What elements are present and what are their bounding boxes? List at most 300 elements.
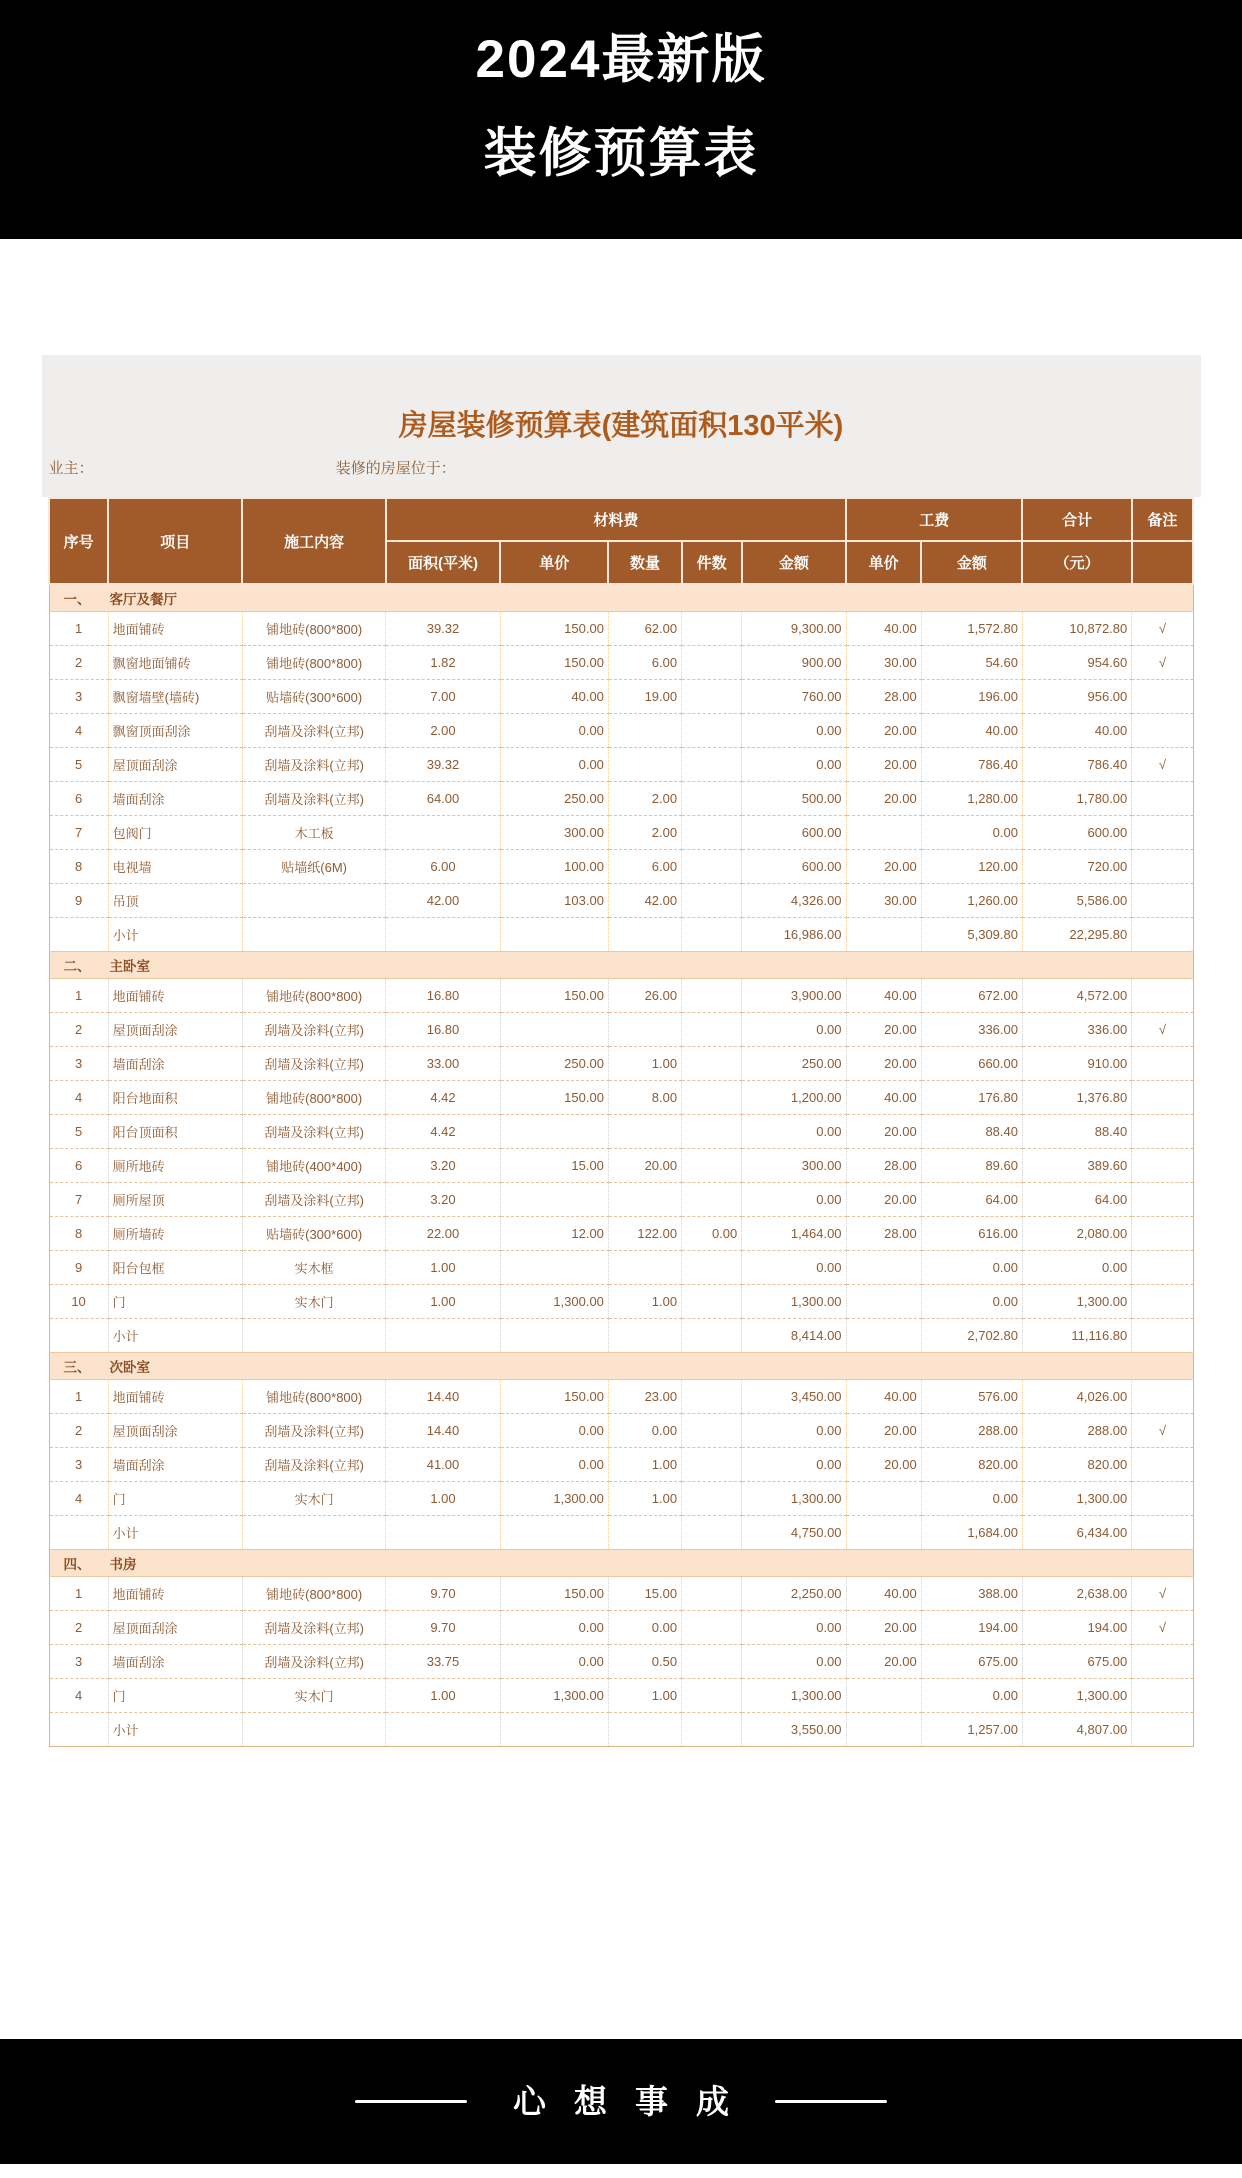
cell-price: 100.00 <box>500 850 608 884</box>
cell-area: 1.00 <box>386 1285 500 1319</box>
cell-labor-amount: 89.60 <box>921 1149 1022 1183</box>
cell-work <box>242 1713 385 1747</box>
cell-total: 6,434.00 <box>1022 1516 1131 1550</box>
cell-price: 1,300.00 <box>500 1285 608 1319</box>
cell-area: 42.00 <box>386 884 500 918</box>
cell-remark <box>1132 1081 1193 1115</box>
cell-pieces <box>682 1047 742 1081</box>
table-row <box>49 1380 1193 1414</box>
cell-seq <box>49 918 108 952</box>
cell-work: 刮墙及涂料(立邦) <box>242 782 385 816</box>
table-row <box>49 1645 1193 1679</box>
cell-price: 0.00 <box>500 748 608 782</box>
col-header-remark: 备注 <box>1132 498 1193 541</box>
subtotal-row <box>49 1713 1193 1747</box>
cell-work: 刮墙及涂料(立邦) <box>242 1448 385 1482</box>
cell-remark: √ <box>1132 1013 1193 1047</box>
owner-label: 业主： <box>48 460 94 477</box>
cell-total: 0.00 <box>1022 1251 1131 1285</box>
cell-seq: 7 <box>49 1183 108 1217</box>
cell-labor-price: 30.00 <box>846 884 921 918</box>
table-row <box>49 1081 1193 1115</box>
footer-motto: 心想事成 <box>513 2082 757 2120</box>
cell-qty: 8.00 <box>608 1081 681 1115</box>
cell-labor-price: 40.00 <box>846 612 921 646</box>
cell-remark <box>1132 1251 1193 1285</box>
cell-labor-price: 40.00 <box>846 1577 921 1611</box>
cell-total: 1,780.00 <box>1022 782 1131 816</box>
cell-area: 22.00 <box>386 1217 500 1251</box>
section-index: 三、 <box>63 1360 91 1375</box>
cell-pieces <box>682 1645 742 1679</box>
cell-remark <box>1132 1183 1193 1217</box>
cell-total: 720.00 <box>1022 850 1131 884</box>
cell-work: 刮墙及涂料(立邦) <box>242 714 385 748</box>
cell-pieces <box>682 918 742 952</box>
cell-seq: 4 <box>49 714 108 748</box>
cell-price <box>500 1013 608 1047</box>
table-row <box>49 1183 1193 1217</box>
cell-total: 288.00 <box>1022 1414 1131 1448</box>
cell-remark <box>1132 816 1193 850</box>
cell-qty <box>608 1251 681 1285</box>
cell-total: 1,376.80 <box>1022 1081 1131 1115</box>
cell-item: 小计 <box>108 1516 242 1550</box>
cell-labor-price <box>846 1482 921 1516</box>
cell-pieces <box>682 884 742 918</box>
banner-title-line1: 2024最新版 <box>475 30 767 89</box>
cell-price <box>500 1115 608 1149</box>
cell-seq: 4 <box>49 1482 108 1516</box>
cell-remark <box>1132 680 1193 714</box>
cell-amount: 0.00 <box>742 1414 846 1448</box>
cell-item: 屋顶面刮涂 <box>108 1611 242 1645</box>
cell-area: 39.32 <box>386 612 500 646</box>
table-row <box>49 1482 1193 1516</box>
cell-qty: 0.50 <box>608 1645 681 1679</box>
table-row <box>49 1448 1193 1482</box>
cell-qty: 62.00 <box>608 612 681 646</box>
cell-seq: 10 <box>49 1285 108 1319</box>
cell-total: 954.60 <box>1022 646 1131 680</box>
cell-area: 7.00 <box>386 680 500 714</box>
cell-total: 1,300.00 <box>1022 1285 1131 1319</box>
cell-labor-price: 20.00 <box>846 1611 921 1645</box>
col-header-total: 合计 <box>1022 498 1131 541</box>
col-header-amount: 金额 <box>742 541 846 584</box>
cell-work <box>242 1516 385 1550</box>
col-header-total-unit: （元） <box>1022 541 1131 584</box>
cell-remark <box>1132 1516 1193 1550</box>
cell-total: 786.40 <box>1022 748 1131 782</box>
cell-area: 6.00 <box>386 850 500 884</box>
cell-price: 150.00 <box>500 1081 608 1115</box>
cell-price <box>500 1251 608 1285</box>
cell-labor-amount: 616.00 <box>921 1217 1022 1251</box>
cell-seq: 1 <box>49 979 108 1013</box>
cell-labor-amount: 388.00 <box>921 1577 1022 1611</box>
cell-labor-amount: 64.00 <box>921 1183 1022 1217</box>
table-row <box>49 1285 1193 1319</box>
cell-item: 阳台包框 <box>108 1251 242 1285</box>
cell-remark: √ <box>1132 612 1193 646</box>
cell-work: 贴墙砖(300*600) <box>242 1217 385 1251</box>
cell-labor-price: 20.00 <box>846 1448 921 1482</box>
cell-qty: 1.00 <box>608 1679 681 1713</box>
cell-pieces <box>682 979 742 1013</box>
cell-total: 10,872.80 <box>1022 612 1131 646</box>
cell-labor-price: 20.00 <box>846 1183 921 1217</box>
cell-total: 389.60 <box>1022 1149 1131 1183</box>
table-row <box>49 1679 1193 1713</box>
table-row <box>49 1115 1193 1149</box>
table-row <box>49 979 1193 1013</box>
table-row <box>49 612 1193 646</box>
cell-labor-amount: 336.00 <box>921 1013 1022 1047</box>
cell-item: 墙面刮涂 <box>108 1448 242 1482</box>
cell-remark: √ <box>1132 748 1193 782</box>
sheet-title: 房屋装修预算表(建筑面积130平米) <box>398 410 844 442</box>
cell-amount: 0.00 <box>742 748 846 782</box>
cell-item: 地面铺砖 <box>108 612 242 646</box>
cell-area <box>386 918 500 952</box>
cell-price: 40.00 <box>500 680 608 714</box>
col-header-material-group: 材料费 <box>386 498 846 541</box>
cell-pieces <box>682 1285 742 1319</box>
col-header-item: 项目 <box>108 498 242 584</box>
cell-pieces <box>682 1251 742 1285</box>
cell-area: 9.70 <box>386 1577 500 1611</box>
table-row <box>49 714 1193 748</box>
cell-labor-price: 20.00 <box>846 1013 921 1047</box>
cell-area: 2.00 <box>386 714 500 748</box>
cell-amount: 0.00 <box>742 1611 846 1645</box>
cell-price: 0.00 <box>500 1645 608 1679</box>
cell-labor-price <box>846 1319 921 1353</box>
cell-pieces <box>682 1577 742 1611</box>
cell-work: 铺地砖(800*800) <box>242 612 385 646</box>
footer-right-line <box>775 2100 887 2103</box>
cell-item: 吊顶 <box>108 884 242 918</box>
cell-qty: 6.00 <box>608 850 681 884</box>
cell-remark <box>1132 1285 1193 1319</box>
cell-qty <box>608 1319 681 1353</box>
cell-amount: 600.00 <box>742 850 846 884</box>
cell-labor-price: 28.00 <box>846 1217 921 1251</box>
cell-qty <box>608 1115 681 1149</box>
cell-item: 门 <box>108 1482 242 1516</box>
cell-total: 64.00 <box>1022 1183 1131 1217</box>
cell-seq: 9 <box>49 1251 108 1285</box>
cell-amount: 4,326.00 <box>742 884 846 918</box>
cell-amount: 16,986.00 <box>742 918 846 952</box>
cell-seq: 1 <box>49 1577 108 1611</box>
section-header-row <box>49 1353 1193 1380</box>
cell-price <box>500 1713 608 1747</box>
cell-price: 0.00 <box>500 714 608 748</box>
cell-qty <box>608 1713 681 1747</box>
cell-work: 铺地砖(400*400) <box>242 1149 385 1183</box>
footer-left-line <box>355 2100 467 2103</box>
cell-remark <box>1132 918 1193 952</box>
cell-labor-price <box>846 1516 921 1550</box>
cell-qty: 2.00 <box>608 816 681 850</box>
subtotal-row <box>49 918 1193 952</box>
cell-item: 墙面刮涂 <box>108 782 242 816</box>
cell-total: 675.00 <box>1022 1645 1131 1679</box>
cell-qty: 1.00 <box>608 1482 681 1516</box>
cell-labor-price: 40.00 <box>846 1081 921 1115</box>
cell-pieces <box>682 850 742 884</box>
cell-pieces <box>682 782 742 816</box>
col-header-remark-empty <box>1132 541 1193 584</box>
cell-amount: 0.00 <box>742 1251 846 1285</box>
cell-remark <box>1132 1217 1193 1251</box>
table-row <box>49 1013 1193 1047</box>
cell-area: 3.20 <box>386 1183 500 1217</box>
cell-area: 1.00 <box>386 1679 500 1713</box>
table-row <box>49 1217 1193 1251</box>
cell-work <box>242 1319 385 1353</box>
cell-work: 刮墙及涂料(立邦) <box>242 748 385 782</box>
cell-seq: 9 <box>49 884 108 918</box>
cell-price: 150.00 <box>500 646 608 680</box>
cell-remark <box>1132 1115 1193 1149</box>
table-row <box>49 1251 1193 1285</box>
cell-qty: 23.00 <box>608 1380 681 1414</box>
cell-item: 厕所地砖 <box>108 1149 242 1183</box>
cell-work: 木工板 <box>242 816 385 850</box>
col-header-unit-price: 单价 <box>500 541 608 584</box>
cell-work: 刮墙及涂料(立邦) <box>242 1414 385 1448</box>
cell-qty <box>608 1516 681 1550</box>
cell-qty <box>608 918 681 952</box>
cell-labor-price: 20.00 <box>846 850 921 884</box>
cell-qty: 1.00 <box>608 1448 681 1482</box>
cell-area <box>386 1319 500 1353</box>
cell-area: 16.80 <box>386 979 500 1013</box>
cell-qty: 0.00 <box>608 1611 681 1645</box>
cell-amount: 1,200.00 <box>742 1081 846 1115</box>
cell-item: 飘窗地面铺砖 <box>108 646 242 680</box>
cell-labor-amount: 786.40 <box>921 748 1022 782</box>
cell-total: 2,080.00 <box>1022 1217 1131 1251</box>
section-header-cell <box>49 1353 1193 1380</box>
cell-total: 910.00 <box>1022 1047 1131 1081</box>
cell-qty <box>608 1183 681 1217</box>
cell-qty: 122.00 <box>608 1217 681 1251</box>
cell-total: 4,026.00 <box>1022 1380 1131 1414</box>
cell-area: 39.32 <box>386 748 500 782</box>
cell-seq: 3 <box>49 680 108 714</box>
cell-total: 1,300.00 <box>1022 1679 1131 1713</box>
cell-price: 0.00 <box>500 1414 608 1448</box>
table-row <box>49 748 1193 782</box>
header-row-1 <box>49 498 1193 541</box>
cell-item: 阳台顶面积 <box>108 1115 242 1149</box>
cell-price <box>500 1319 608 1353</box>
cell-pieces <box>682 714 742 748</box>
cell-labor-amount: 5,309.80 <box>921 918 1022 952</box>
cell-labor-amount: 1,572.80 <box>921 612 1022 646</box>
cell-amount: 300.00 <box>742 1149 846 1183</box>
table-row <box>49 884 1193 918</box>
col-header-pieces: 件数 <box>682 541 742 584</box>
cell-work <box>242 918 385 952</box>
section-header-cell <box>49 584 1193 612</box>
col-header-quantity: 数量 <box>608 541 681 584</box>
cell-amount: 1,300.00 <box>742 1679 846 1713</box>
cell-qty <box>608 748 681 782</box>
subtotal-row <box>49 1319 1193 1353</box>
cell-pieces <box>682 1611 742 1645</box>
cell-qty: 6.00 <box>608 646 681 680</box>
cell-amount: 3,550.00 <box>742 1713 846 1747</box>
section-index: 四、 <box>63 1557 91 1572</box>
cell-labor-price: 40.00 <box>846 979 921 1013</box>
cell-area <box>386 816 500 850</box>
cell-price: 150.00 <box>500 1380 608 1414</box>
cell-work: 铺地砖(800*800) <box>242 979 385 1013</box>
cell-work: 实木门 <box>242 1285 385 1319</box>
cell-seq: 1 <box>49 1380 108 1414</box>
cell-qty: 1.00 <box>608 1047 681 1081</box>
cell-amount: 9,300.00 <box>742 612 846 646</box>
cell-remark <box>1132 850 1193 884</box>
col-header-work: 施工内容 <box>242 498 385 584</box>
banner-title-line2: 装修预算表 <box>483 124 759 183</box>
cell-work: 刮墙及涂料(立邦) <box>242 1115 385 1149</box>
cell-price <box>500 1183 608 1217</box>
cell-total: 956.00 <box>1022 680 1131 714</box>
cell-labor-price: 20.00 <box>846 782 921 816</box>
section-index: 二、 <box>63 959 91 974</box>
cell-remark <box>1132 1047 1193 1081</box>
cell-remark: √ <box>1132 1414 1193 1448</box>
cell-total: 4,807.00 <box>1022 1713 1131 1747</box>
cell-price: 150.00 <box>500 979 608 1013</box>
cell-seq <box>49 1516 108 1550</box>
cell-price: 300.00 <box>500 816 608 850</box>
col-header-labor-unit-price: 单价 <box>846 541 921 584</box>
cell-pieces <box>682 646 742 680</box>
cell-item: 飘窗墙壁(墙砖) <box>108 680 242 714</box>
cell-remark <box>1132 782 1193 816</box>
cell-item: 地面铺砖 <box>108 979 242 1013</box>
cell-seq: 3 <box>49 1448 108 1482</box>
cell-remark <box>1132 1149 1193 1183</box>
cell-labor-price: 40.00 <box>846 1380 921 1414</box>
cell-amount: 600.00 <box>742 816 846 850</box>
cell-seq: 2 <box>49 1414 108 1448</box>
col-header-labor-amount: 金额 <box>921 541 1022 584</box>
cell-qty: 2.00 <box>608 782 681 816</box>
cell-amount: 1,300.00 <box>742 1285 846 1319</box>
col-header-area: 面积(平米) <box>386 541 500 584</box>
cell-pieces <box>682 612 742 646</box>
cell-item: 屋顶面刮涂 <box>108 1013 242 1047</box>
cell-remark <box>1132 1679 1193 1713</box>
cell-labor-amount: 1,280.00 <box>921 782 1022 816</box>
cell-qty <box>608 714 681 748</box>
cell-area: 64.00 <box>386 782 500 816</box>
cell-work: 贴墙纸(6M) <box>242 850 385 884</box>
cell-area: 1.00 <box>386 1251 500 1285</box>
cell-pieces <box>682 1183 742 1217</box>
cell-remark <box>1132 1380 1193 1414</box>
cell-labor-amount: 1,257.00 <box>921 1713 1022 1747</box>
cell-labor-amount: 0.00 <box>921 1251 1022 1285</box>
cell-labor-amount: 0.00 <box>921 1285 1022 1319</box>
cell-price: 0.00 <box>500 1448 608 1482</box>
cell-pieces <box>682 748 742 782</box>
cell-pieces <box>682 1516 742 1550</box>
cell-labor-amount: 288.00 <box>921 1414 1022 1448</box>
cell-total: 336.00 <box>1022 1013 1131 1047</box>
cell-amount: 250.00 <box>742 1047 846 1081</box>
cell-labor-price: 20.00 <box>846 1115 921 1149</box>
cell-labor-amount: 0.00 <box>921 816 1022 850</box>
cell-seq: 6 <box>49 782 108 816</box>
cell-labor-price: 20.00 <box>846 1047 921 1081</box>
cell-pieces <box>682 1013 742 1047</box>
cell-amount: 1,464.00 <box>742 1217 846 1251</box>
cell-item: 包阀门 <box>108 816 242 850</box>
section-name: 次卧室 <box>109 1360 150 1375</box>
cell-remark: √ <box>1132 646 1193 680</box>
section-header-cell <box>49 1550 1193 1577</box>
cell-labor-price: 30.00 <box>846 646 921 680</box>
cell-seq <box>49 1713 108 1747</box>
cell-seq: 8 <box>49 1217 108 1251</box>
cell-total: 2,638.00 <box>1022 1577 1131 1611</box>
table-row <box>49 1577 1193 1611</box>
table-row <box>49 816 1193 850</box>
cell-work: 刮墙及涂料(立邦) <box>242 1047 385 1081</box>
cell-labor-amount: 675.00 <box>921 1645 1022 1679</box>
cell-area: 16.80 <box>386 1013 500 1047</box>
cell-price: 12.00 <box>500 1217 608 1251</box>
cell-item: 小计 <box>108 1319 242 1353</box>
cell-item: 墙面刮涂 <box>108 1047 242 1081</box>
cell-remark <box>1132 1482 1193 1516</box>
cell-area: 33.00 <box>386 1047 500 1081</box>
cell-work: 刮墙及涂料(立邦) <box>242 1013 385 1047</box>
cell-area: 1.00 <box>386 1482 500 1516</box>
cell-seq: 5 <box>49 748 108 782</box>
cell-pieces <box>682 1482 742 1516</box>
cell-amount: 2,250.00 <box>742 1577 846 1611</box>
sheet-head-panel <box>42 355 1201 497</box>
section-index: 一、 <box>63 592 91 607</box>
cell-work: 实木门 <box>242 1482 385 1516</box>
cell-area: 4.42 <box>386 1081 500 1115</box>
cell-remark <box>1132 1645 1193 1679</box>
cell-remark <box>1132 884 1193 918</box>
footer-banner <box>0 2039 1242 2164</box>
cell-item: 门 <box>108 1285 242 1319</box>
cell-labor-price: 28.00 <box>846 680 921 714</box>
cell-price: 1,300.00 <box>500 1482 608 1516</box>
cell-item: 飘窗顶面刮涂 <box>108 714 242 748</box>
cell-labor-price: 20.00 <box>846 1645 921 1679</box>
cell-remark <box>1132 714 1193 748</box>
cell-pieces <box>682 1149 742 1183</box>
table-row <box>49 680 1193 714</box>
cell-pieces: 0.00 <box>682 1217 742 1251</box>
cell-work: 刮墙及涂料(立邦) <box>242 1611 385 1645</box>
cell-qty: 42.00 <box>608 884 681 918</box>
